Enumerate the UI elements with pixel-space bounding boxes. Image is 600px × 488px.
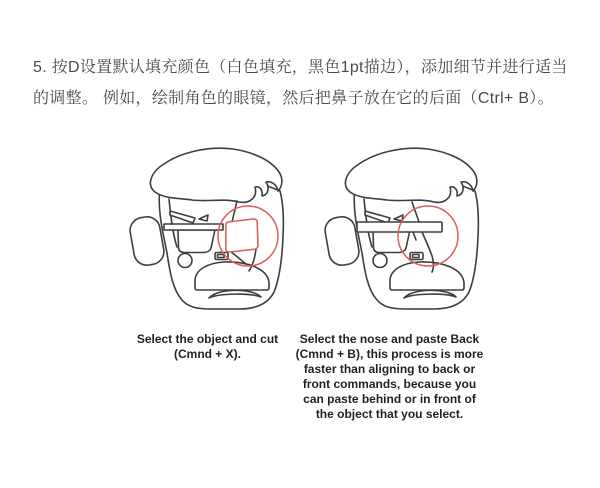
- caption-line: (Cmnd + X).: [173, 347, 241, 361]
- caption-line: can paste behind or in front of: [303, 392, 476, 406]
- nose-selected: [226, 219, 258, 252]
- caption-line: faster than aligning to back or: [303, 362, 476, 376]
- instruction-text: [33, 52, 578, 114]
- glasses-band: [164, 224, 223, 230]
- caption-line: the object that you select.: [315, 407, 464, 421]
- caption-line: Select the object and cut: [136, 332, 279, 346]
- caption-right: [272, 332, 507, 422]
- caption-line: front commands, because you: [302, 377, 477, 391]
- face-illustration-nose-behind: [307, 147, 497, 319]
- instruction-line-2: 的调整。 例如，绘制角色的眼镜，然后把鼻子放在它的后面（Ctrl+ B）。: [33, 90, 554, 107]
- caption-line: (Cmnd + B), this process is more: [295, 347, 484, 361]
- caption-line: Select the nose and paste Back: [299, 332, 480, 346]
- instruction-line-1: 5. 按D设置默认填充颜色（白色填充，黑色1pt描边），添加细节并进行适当: [33, 59, 568, 76]
- face-illustration-nose-in-front: [112, 147, 302, 319]
